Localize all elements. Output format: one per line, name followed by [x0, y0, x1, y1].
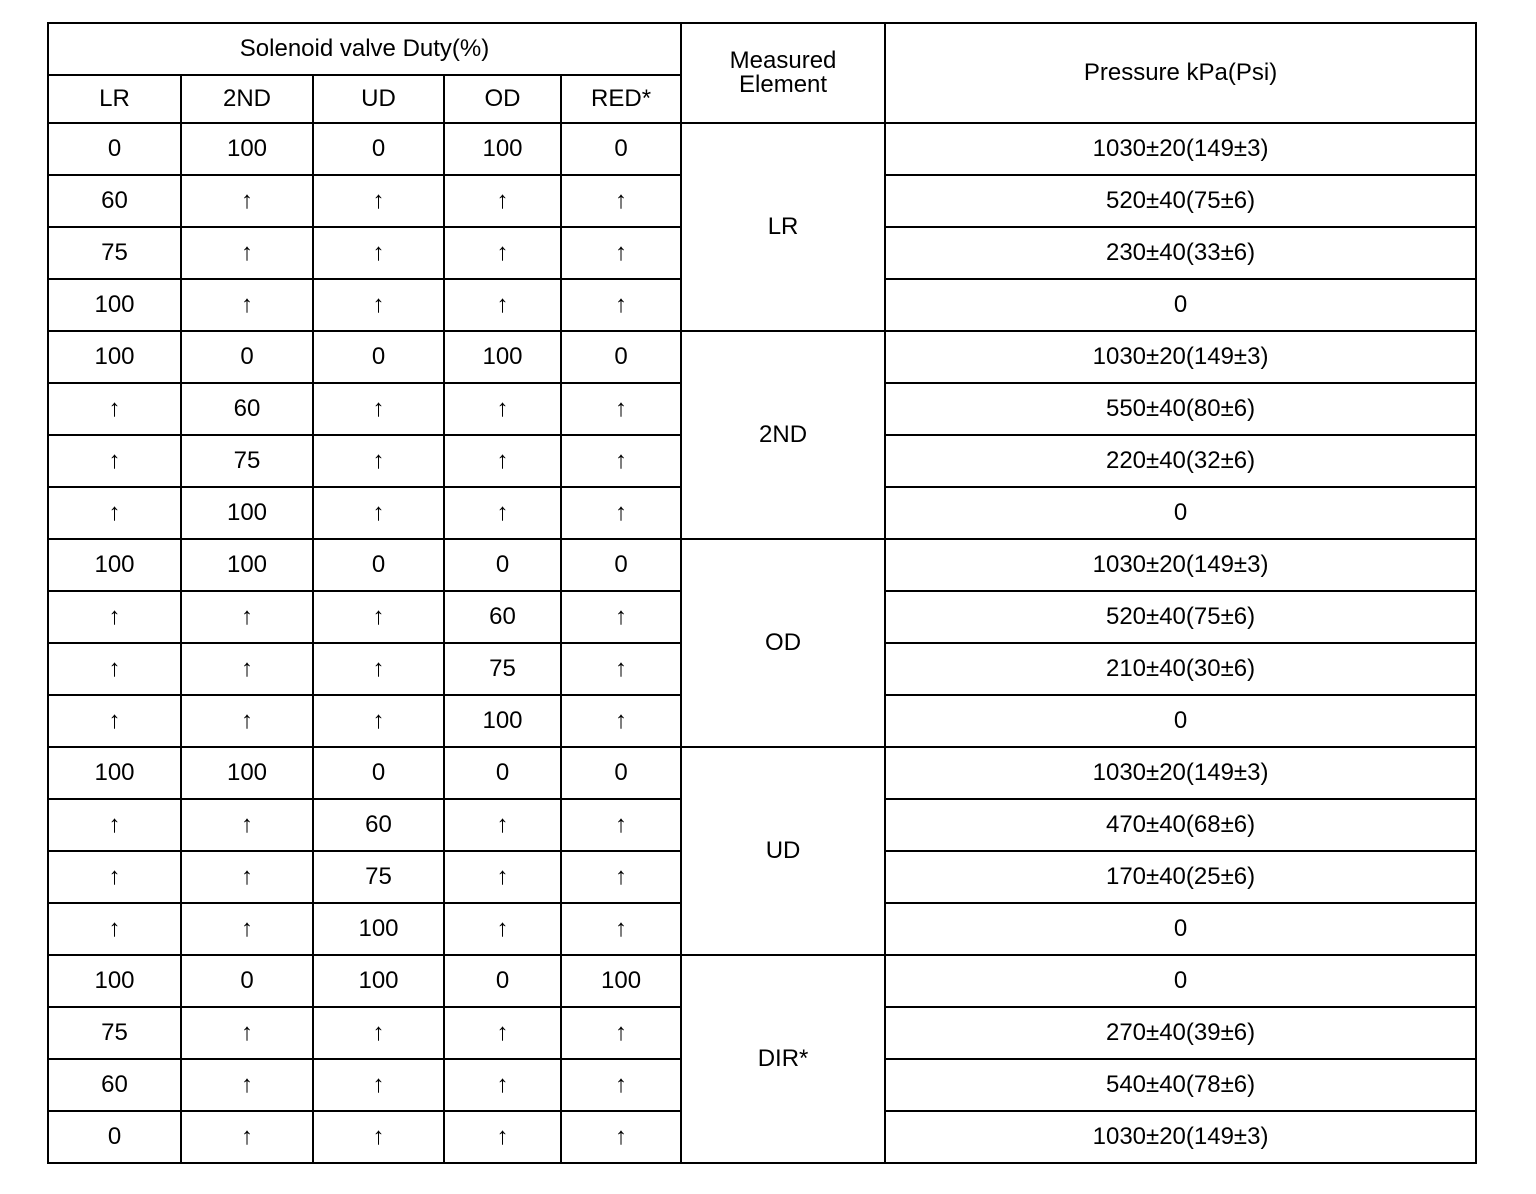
pressure-cell: 470±40(68±6) — [885, 799, 1476, 851]
duty-cell-ud: 100 — [313, 903, 444, 955]
duty-cell-od: 75 — [444, 643, 561, 695]
duty-cell-2nd: ↑ — [181, 1111, 313, 1163]
duty-cell-red: ↑ — [561, 175, 681, 227]
measured-element-cell: OD — [681, 539, 885, 747]
duty-cell-red: ↑ — [561, 903, 681, 955]
pressure-cell: 220±40(32±6) — [885, 435, 1476, 487]
duty-cell-red: ↑ — [561, 279, 681, 331]
duty-cell-ud: ↑ — [313, 1007, 444, 1059]
duty-cell-2nd: ↑ — [181, 1007, 313, 1059]
duty-cell-2nd: ↑ — [181, 591, 313, 643]
duty-cell-od: 60 — [444, 591, 561, 643]
column-header-ud: UD — [313, 75, 444, 123]
table-row — [48, 539, 1476, 591]
duty-cell-red: ↑ — [561, 1007, 681, 1059]
duty-cell-od: ↑ — [444, 851, 561, 903]
duty-cell-lr: ↑ — [48, 591, 181, 643]
duty-cell-ud: ↑ — [313, 487, 444, 539]
duty-cell-2nd: 0 — [181, 331, 313, 383]
duty-cell-ud: 0 — [313, 747, 444, 799]
duty-cell-2nd: ↑ — [181, 1059, 313, 1111]
duty-cell-od: 100 — [444, 695, 561, 747]
duty-cell-2nd: 100 — [181, 747, 313, 799]
pressure-cell: 1030±20(149±3) — [885, 747, 1476, 799]
pressure-cell: 0 — [885, 955, 1476, 1007]
column-header-lr: LR — [48, 75, 181, 123]
table-row — [48, 331, 1476, 383]
duty-cell-red: ↑ — [561, 799, 681, 851]
pressure-cell: 0 — [885, 695, 1476, 747]
pressure-cell: 1030±20(149±3) — [885, 331, 1476, 383]
measured-element-header-line2: Element — [739, 71, 828, 98]
duty-cell-lr: 100 — [48, 539, 181, 591]
duty-cell-red: ↑ — [561, 435, 681, 487]
duty-cell-ud: ↑ — [313, 435, 444, 487]
measured-element-header — [681, 23, 885, 123]
duty-cell-lr: 100 — [48, 747, 181, 799]
header-row-1 — [48, 23, 1476, 75]
duty-cell-od: ↑ — [444, 799, 561, 851]
duty-cell-ud: ↑ — [313, 383, 444, 435]
duty-cell-2nd: ↑ — [181, 903, 313, 955]
duty-cell-od: ↑ — [444, 227, 561, 279]
measured-element-cell: UD — [681, 747, 885, 955]
duty-cell-od: 0 — [444, 539, 561, 591]
duty-cell-od: ↑ — [444, 435, 561, 487]
duty-cell-lr: 100 — [48, 279, 181, 331]
duty-cell-2nd: ↑ — [181, 175, 313, 227]
duty-cell-red: ↑ — [561, 1059, 681, 1111]
duty-cell-od: ↑ — [444, 175, 561, 227]
duty-cell-red: ↑ — [561, 227, 681, 279]
duty-cell-lr: ↑ — [48, 435, 181, 487]
solenoid-valve-duty-header: Solenoid valve Duty(%) — [48, 23, 681, 75]
duty-cell-red: ↑ — [561, 383, 681, 435]
pressure-cell: 540±40(78±6) — [885, 1059, 1476, 1111]
duty-cell-lr: 60 — [48, 175, 181, 227]
pressure-cell: 210±40(30±6) — [885, 643, 1476, 695]
table-row — [48, 747, 1476, 799]
duty-cell-lr: 60 — [48, 1059, 181, 1111]
duty-cell-2nd: ↑ — [181, 799, 313, 851]
duty-cell-od: 100 — [444, 331, 561, 383]
duty-cell-lr: ↑ — [48, 695, 181, 747]
duty-cell-ud: ↑ — [313, 279, 444, 331]
solenoid-duty-table — [47, 22, 1477, 1164]
pressure-cell: 230±40(33±6) — [885, 227, 1476, 279]
pressure-cell: 270±40(39±6) — [885, 1007, 1476, 1059]
duty-cell-lr: ↑ — [48, 799, 181, 851]
duty-cell-od: 100 — [444, 123, 561, 175]
duty-cell-2nd: ↑ — [181, 279, 313, 331]
duty-cell-ud: 0 — [313, 539, 444, 591]
duty-cell-red: ↑ — [561, 487, 681, 539]
duty-cell-2nd: ↑ — [181, 227, 313, 279]
duty-cell-od: ↑ — [444, 1059, 561, 1111]
duty-cell-od: ↑ — [444, 903, 561, 955]
pressure-cell: 0 — [885, 903, 1476, 955]
duty-cell-2nd: ↑ — [181, 643, 313, 695]
duty-cell-red: 0 — [561, 747, 681, 799]
duty-cell-od: ↑ — [444, 487, 561, 539]
duty-cell-red: ↑ — [561, 695, 681, 747]
duty-cell-2nd: 100 — [181, 539, 313, 591]
pressure-cell: 550±40(80±6) — [885, 383, 1476, 435]
pressure-cell: 520±40(75±6) — [885, 591, 1476, 643]
duty-cell-2nd: 60 — [181, 383, 313, 435]
duty-cell-lr: ↑ — [48, 851, 181, 903]
measured-element-cell: LR — [681, 123, 885, 331]
duty-cell-ud: ↑ — [313, 1059, 444, 1111]
duty-cell-red: ↑ — [561, 851, 681, 903]
pressure-cell: 0 — [885, 487, 1476, 539]
pressure-cell: 0 — [885, 279, 1476, 331]
duty-cell-2nd: 100 — [181, 487, 313, 539]
duty-cell-lr: 0 — [48, 1111, 181, 1163]
duty-cell-red: 0 — [561, 123, 681, 175]
duty-cell-od: ↑ — [444, 383, 561, 435]
duty-cell-lr: 100 — [48, 955, 181, 1007]
duty-cell-lr: 100 — [48, 331, 181, 383]
duty-cell-od: 0 — [444, 955, 561, 1007]
duty-cell-2nd: ↑ — [181, 851, 313, 903]
duty-cell-2nd: 100 — [181, 123, 313, 175]
duty-cell-ud: ↑ — [313, 591, 444, 643]
duty-cell-ud: ↑ — [313, 227, 444, 279]
duty-cell-2nd: 75 — [181, 435, 313, 487]
duty-cell-red: ↑ — [561, 643, 681, 695]
duty-cell-ud: ↑ — [313, 1111, 444, 1163]
duty-cell-lr: ↑ — [48, 643, 181, 695]
duty-cell-od: ↑ — [444, 279, 561, 331]
duty-cell-ud: 100 — [313, 955, 444, 1007]
measured-element-header-line1: Measured — [729, 47, 837, 74]
duty-cell-red: 100 — [561, 955, 681, 1007]
duty-cell-red: ↑ — [561, 1111, 681, 1163]
duty-cell-ud: 0 — [313, 331, 444, 383]
pressure-cell: 1030±20(149±3) — [885, 539, 1476, 591]
duty-cell-ud: ↑ — [313, 695, 444, 747]
duty-cell-lr: ↑ — [48, 383, 181, 435]
duty-cell-red: 0 — [561, 539, 681, 591]
duty-cell-ud: ↑ — [313, 175, 444, 227]
duty-cell-lr: ↑ — [48, 903, 181, 955]
table-row — [48, 123, 1476, 175]
column-header-od: OD — [444, 75, 561, 123]
table-row — [48, 955, 1476, 1007]
duty-cell-ud: 75 — [313, 851, 444, 903]
duty-cell-od: 0 — [444, 747, 561, 799]
pressure-header: Pressure kPa(Psi) — [885, 23, 1476, 123]
duty-cell-2nd: 0 — [181, 955, 313, 1007]
duty-cell-od: ↑ — [444, 1111, 561, 1163]
duty-cell-ud: 60 — [313, 799, 444, 851]
measured-element-cell: 2ND — [681, 331, 885, 539]
column-header-2nd: 2ND — [181, 75, 313, 123]
pressure-cell: 1030±20(149±3) — [885, 1111, 1476, 1163]
column-header-red: RED* — [561, 75, 681, 123]
duty-cell-lr: 75 — [48, 1007, 181, 1059]
duty-cell-lr: ↑ — [48, 487, 181, 539]
measured-element-cell: DIR* — [681, 955, 885, 1163]
duty-cell-ud: 0 — [313, 123, 444, 175]
duty-cell-red: ↑ — [561, 591, 681, 643]
duty-cell-red: 0 — [561, 331, 681, 383]
duty-cell-ud: ↑ — [313, 643, 444, 695]
duty-cell-lr: 75 — [48, 227, 181, 279]
pressure-cell: 170±40(25±6) — [885, 851, 1476, 903]
duty-cell-2nd: ↑ — [181, 695, 313, 747]
duty-cell-lr: 0 — [48, 123, 181, 175]
pressure-cell: 1030±20(149±3) — [885, 123, 1476, 175]
duty-cell-od: ↑ — [444, 1007, 561, 1059]
pressure-cell: 520±40(75±6) — [885, 175, 1476, 227]
